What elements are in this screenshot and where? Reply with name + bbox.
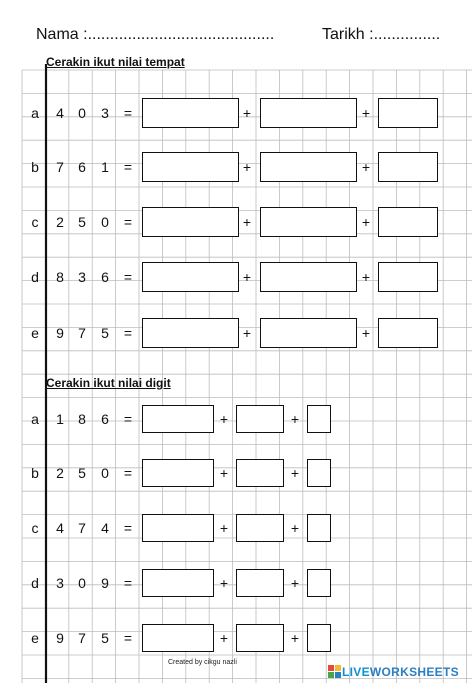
row-letter: c — [31, 214, 39, 230]
plus-sign: + — [290, 465, 300, 481]
plus-sign: + — [219, 630, 229, 646]
nama-label: Nama :.......................................... — [36, 26, 275, 43]
equals-sign: = — [123, 520, 133, 536]
row-digit: 8 — [56, 269, 64, 285]
answer-box-2[interactable] — [260, 98, 357, 128]
plus-sign: + — [242, 214, 252, 230]
plus-sign: + — [242, 325, 252, 341]
answer-box-2[interactable] — [260, 207, 357, 237]
answer-box-1[interactable] — [142, 207, 239, 237]
row-digit: 4 — [101, 520, 109, 536]
logo-worksheets-text: WORKSHEETS — [369, 665, 459, 679]
liveworksheets-logo — [328, 665, 459, 679]
tarikh-label: Tarikh :............... — [322, 26, 441, 43]
row-letter: d — [31, 575, 39, 591]
row-letter: a — [31, 105, 39, 121]
answer-box-2[interactable] — [260, 152, 357, 182]
row-digit: 6 — [101, 411, 109, 427]
plus-sign: + — [361, 105, 371, 121]
row-digit: 7 — [78, 630, 86, 646]
plus-sign: + — [242, 105, 252, 121]
plus-sign: + — [242, 269, 252, 285]
answer-box-2[interactable] — [236, 624, 284, 652]
plus-sign: + — [219, 411, 229, 427]
answer-box-3[interactable] — [378, 318, 438, 348]
equals-sign: = — [123, 105, 133, 121]
row-digit: 0 — [101, 214, 109, 230]
row-digit: 9 — [56, 630, 64, 646]
row-digit: 3 — [78, 269, 86, 285]
answer-box-1[interactable] — [142, 624, 214, 652]
row-digit: 3 — [56, 575, 64, 591]
equals-sign: = — [123, 575, 133, 591]
answer-box-3[interactable] — [307, 624, 331, 652]
row-digit: 5 — [78, 465, 86, 481]
equals-sign: = — [123, 465, 133, 481]
plus-sign: + — [290, 630, 300, 646]
answer-box-2[interactable] — [260, 318, 357, 348]
row-digit: 3 — [101, 105, 109, 121]
plus-sign: + — [361, 325, 371, 341]
row-digit: 2 — [56, 214, 64, 230]
answer-box-2[interactable] — [236, 514, 284, 542]
row-letter: c — [31, 520, 39, 536]
row-digit: 7 — [78, 520, 86, 536]
answer-box-1[interactable] — [142, 98, 239, 128]
credit-text: Created by cikgu nazli — [168, 659, 237, 666]
section2-title: Cerakin ikut nilai digit — [46, 376, 171, 390]
row-digit: 0 — [78, 105, 86, 121]
answer-box-3[interactable] — [307, 514, 331, 542]
equals-sign: = — [123, 159, 133, 175]
answer-box-3[interactable] — [378, 262, 438, 292]
row-digit: 6 — [101, 269, 109, 285]
row-digit: 4 — [56, 520, 64, 536]
answer-box-1[interactable] — [142, 318, 239, 348]
row-digit: 5 — [101, 325, 109, 341]
row-digit: 0 — [78, 575, 86, 591]
answer-box-1[interactable] — [142, 262, 239, 292]
row-digit: 8 — [78, 411, 86, 427]
row-digit: 9 — [101, 575, 109, 591]
equals-sign: = — [123, 411, 133, 427]
answer-box-2[interactable] — [236, 569, 284, 597]
row-letter: d — [31, 269, 39, 285]
answer-box-3[interactable] — [378, 98, 438, 128]
plus-sign: + — [290, 575, 300, 591]
plus-sign: + — [290, 520, 300, 536]
row-digit: 9 — [56, 325, 64, 341]
answer-box-3[interactable] — [307, 459, 331, 487]
row-digit: 1 — [56, 411, 64, 427]
answer-box-3[interactable] — [307, 569, 331, 597]
logo-live-text: LIVE — [342, 665, 370, 679]
row-digit: 5 — [78, 214, 86, 230]
row-letter: b — [31, 465, 39, 481]
plus-sign: + — [219, 520, 229, 536]
row-digit: 1 — [101, 159, 109, 175]
row-digit: 6 — [78, 159, 86, 175]
plus-sign: + — [242, 159, 252, 175]
equals-sign: = — [123, 269, 133, 285]
row-digit: 5 — [101, 630, 109, 646]
row-digit: 4 — [56, 105, 64, 121]
answer-box-1[interactable] — [142, 514, 214, 542]
answer-box-1[interactable] — [142, 569, 214, 597]
equals-sign: = — [123, 630, 133, 646]
answer-box-1[interactable] — [142, 459, 214, 487]
plus-sign: + — [290, 411, 300, 427]
plus-sign: + — [361, 159, 371, 175]
section1-title: Cerakin ikut nilai tempat — [46, 55, 185, 69]
plus-sign: + — [361, 214, 371, 230]
plus-sign: + — [361, 269, 371, 285]
liveworksheets-logo-icon — [328, 665, 342, 679]
row-digit: 7 — [56, 159, 64, 175]
answer-box-3[interactable] — [378, 152, 438, 182]
answer-box-3[interactable] — [378, 207, 438, 237]
answer-box-2[interactable] — [236, 459, 284, 487]
answer-box-1[interactable] — [142, 152, 239, 182]
row-digit: 7 — [78, 325, 86, 341]
row-digit: 2 — [56, 465, 64, 481]
equals-sign: = — [123, 214, 133, 230]
plus-sign: + — [219, 465, 229, 481]
answer-box-1[interactable] — [142, 405, 214, 433]
row-letter: e — [31, 630, 39, 646]
answer-box-3[interactable] — [307, 405, 331, 433]
answer-box-2[interactable] — [260, 262, 357, 292]
plus-sign: + — [219, 575, 229, 591]
equals-sign: = — [123, 325, 133, 341]
row-letter: b — [31, 159, 39, 175]
row-letter: a — [31, 411, 39, 427]
row-digit: 0 — [101, 465, 109, 481]
answer-box-2[interactable] — [236, 405, 284, 433]
row-letter: e — [31, 325, 39, 341]
